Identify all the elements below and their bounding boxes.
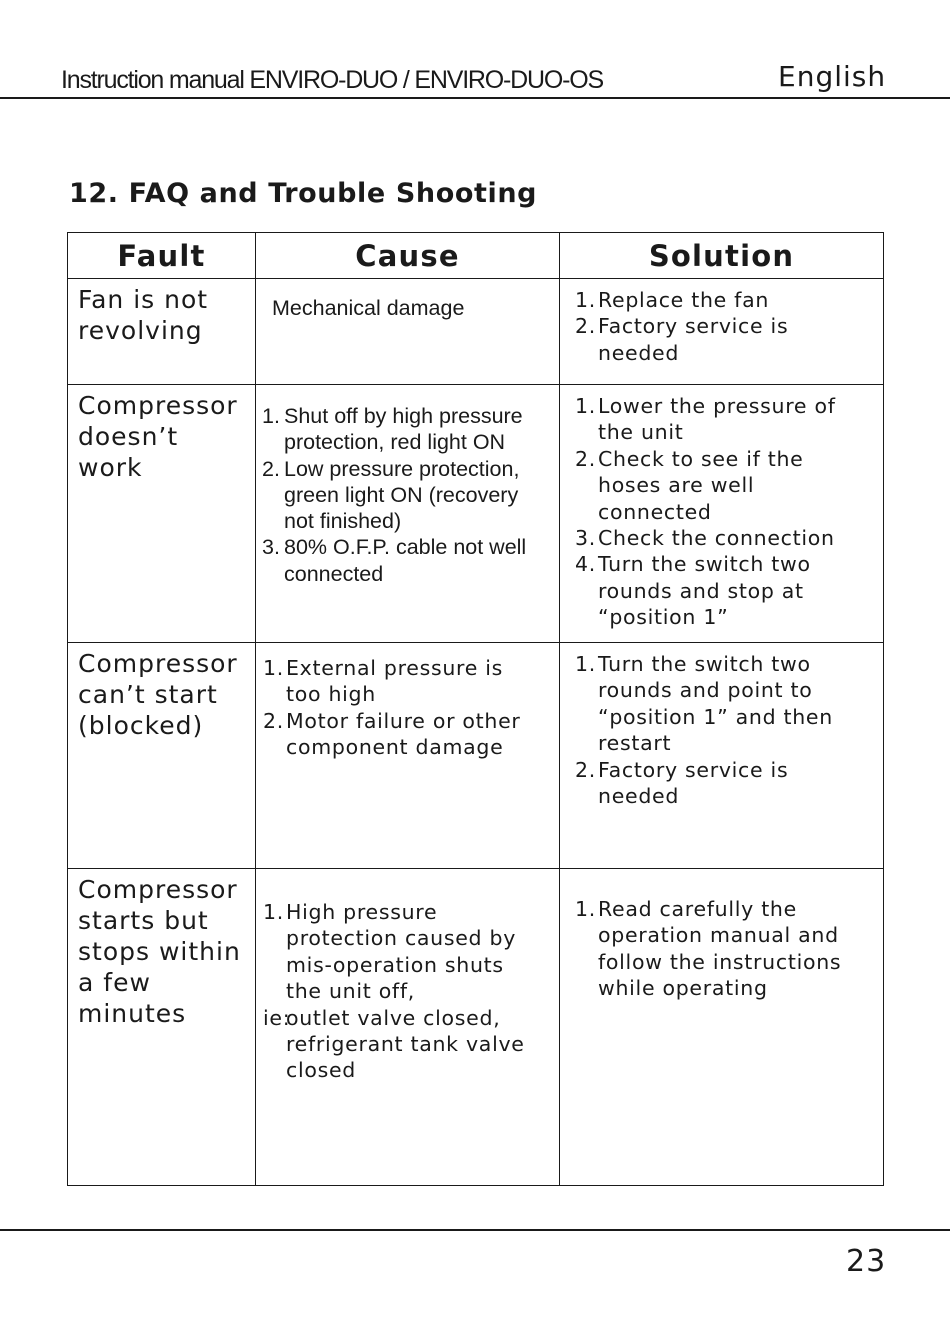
table-row: [68, 869, 884, 1186]
solution-cell: [560, 385, 884, 643]
list-item: 2. Factory service is needed: [575, 314, 789, 365]
section-title: 12. FAQ and Trouble Shooting: [69, 178, 538, 209]
table-row: [68, 643, 884, 869]
solution-cell: [560, 279, 884, 385]
language-label: English: [778, 60, 887, 93]
fault-cell: Fan is not revolving: [68, 279, 256, 385]
cause-cell: [256, 643, 560, 869]
list-item: 1. Turn the switch two rounds and point to “position 1” and then restart: [575, 652, 833, 756]
table-row: [68, 385, 884, 643]
list-item: 1. Lower the pressure of the unit: [575, 394, 836, 445]
list-item: 2. Check to see if the hoses are well connected: [575, 446, 804, 524]
header-fault: Fault: [68, 233, 256, 279]
list-item: 2. Motor failure or other component damage: [263, 708, 521, 760]
list-item: 2. Factory service is needed: [575, 757, 789, 809]
list-item: 3. 80% O.F.P. cable not well connected: [262, 535, 527, 586]
list-item: 2. Low pressure protection, green light ON (recovery not finished): [262, 456, 520, 534]
list-item: ie: outlet valve closed, refrigerant tank valve closed: [263, 1005, 525, 1083]
solution-cell: [560, 869, 884, 1186]
header-rule: [0, 97, 950, 99]
manual-title: Instruction manual ENVIRO-DUO / ENVIRO-DUO-OS: [61, 66, 603, 94]
cause-cell: [256, 869, 560, 1186]
cause-text: Mechanical damage: [272, 296, 465, 320]
fault-cell: Compressor starts but stops within a few minutes: [68, 869, 256, 1186]
list-item: 4. Turn the switch two rounds and stop at “position 1”: [575, 552, 811, 630]
list-item: 1. High pressure protection caused by mis-operation shuts the unit off,: [263, 900, 517, 1004]
cause-cell: [256, 385, 560, 643]
solution-cell: [560, 643, 884, 869]
cause-cell: [256, 279, 560, 385]
list-item: 1. Read carefully the operation manual and follow the instructions while operating: [575, 897, 842, 1001]
header-cause: Cause: [256, 233, 560, 279]
list-item: 3. Check the connection: [575, 526, 835, 551]
fault-cell: Compressor doesn’t work: [68, 385, 256, 643]
list-item: 1. Replace the fan: [575, 288, 770, 312]
header-solution: Solution: [560, 233, 884, 279]
table-header-row: [68, 233, 884, 279]
table-row: [68, 279, 884, 385]
page-number: 23: [846, 1244, 887, 1279]
footer-rule: [0, 1229, 950, 1231]
faq-table: [67, 232, 884, 1186]
fault-cell: Compressor can’t start (blocked): [68, 643, 256, 869]
list-item: 1. Shut off by high pressure protection, red light ON: [262, 404, 523, 455]
list-item: 1. External pressure is too high: [263, 656, 504, 707]
